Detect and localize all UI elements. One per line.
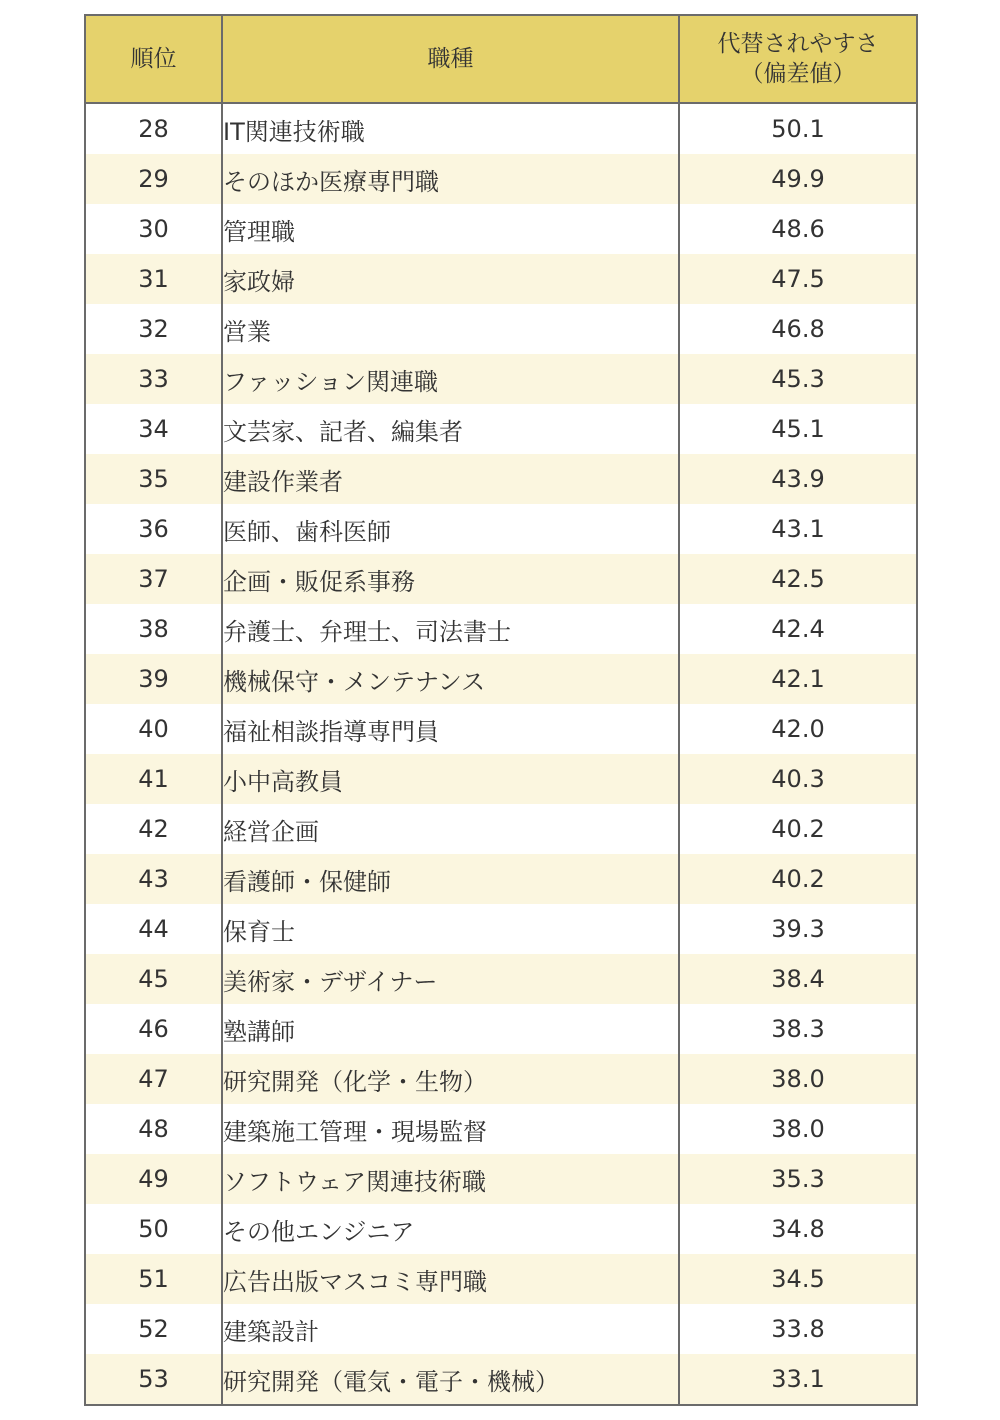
job-cell: 福祉相談指導専門員 bbox=[222, 704, 679, 754]
rank-cell: 36 bbox=[85, 504, 222, 554]
job-cell: 建築施工管理・現場監督 bbox=[222, 1104, 679, 1154]
score-cell: 38.0 bbox=[679, 1054, 917, 1104]
job-cell: ファッション関連職 bbox=[222, 354, 679, 404]
rank-cell: 38 bbox=[85, 604, 222, 654]
rank-cell: 46 bbox=[85, 1004, 222, 1054]
score-cell: 42.1 bbox=[679, 654, 917, 704]
header-score-line1: 代替されやすさ bbox=[717, 31, 879, 57]
job-cell: 営業 bbox=[222, 304, 679, 354]
score-cell: 49.9 bbox=[679, 154, 917, 204]
rank-cell: 44 bbox=[85, 904, 222, 954]
table-row bbox=[85, 1054, 917, 1104]
score-cell: 38.0 bbox=[679, 1104, 917, 1154]
rank-cell: 34 bbox=[85, 404, 222, 454]
job-cell: 管理職 bbox=[222, 204, 679, 254]
rank-cell: 40 bbox=[85, 704, 222, 754]
job-cell: 研究開発（電気・電子・機械） bbox=[222, 1354, 679, 1405]
job-cell: 研究開発（化学・生物） bbox=[222, 1054, 679, 1104]
rank-cell: 31 bbox=[85, 254, 222, 304]
table-row bbox=[85, 1204, 917, 1254]
table-row bbox=[85, 204, 917, 254]
table-row bbox=[85, 304, 917, 354]
job-cell: 弁護士、弁理士、司法書士 bbox=[222, 604, 679, 654]
rank-cell: 50 bbox=[85, 1204, 222, 1254]
header-score bbox=[679, 15, 917, 103]
score-cell: 35.3 bbox=[679, 1154, 917, 1204]
job-cell: そのほか医療専門職 bbox=[222, 154, 679, 204]
job-cell: 機械保守・メンテナンス bbox=[222, 654, 679, 704]
score-cell: 38.4 bbox=[679, 954, 917, 1004]
job-cell: 小中高教員 bbox=[222, 754, 679, 804]
job-cell: 塾講師 bbox=[222, 1004, 679, 1054]
job-cell: 広告出版マスコミ専門職 bbox=[222, 1254, 679, 1304]
table-row bbox=[85, 1304, 917, 1354]
table-row bbox=[85, 604, 917, 654]
table-row bbox=[85, 404, 917, 454]
score-cell: 40.3 bbox=[679, 754, 917, 804]
score-cell: 33.8 bbox=[679, 1304, 917, 1354]
table-row bbox=[85, 504, 917, 554]
table-row bbox=[85, 754, 917, 804]
rank-cell: 39 bbox=[85, 654, 222, 704]
table-body bbox=[85, 103, 917, 1405]
rank-cell: 37 bbox=[85, 554, 222, 604]
job-cell: 看護師・保健師 bbox=[222, 854, 679, 904]
table-row bbox=[85, 954, 917, 1004]
rank-cell: 29 bbox=[85, 154, 222, 204]
table-row bbox=[85, 1154, 917, 1204]
job-cell: 保育士 bbox=[222, 904, 679, 954]
header-job: 職種 bbox=[222, 15, 679, 103]
rank-cell: 48 bbox=[85, 1104, 222, 1154]
table-row bbox=[85, 154, 917, 204]
table-row bbox=[85, 804, 917, 854]
rank-cell: 42 bbox=[85, 804, 222, 854]
rank-cell: 43 bbox=[85, 854, 222, 904]
score-cell: 42.4 bbox=[679, 604, 917, 654]
rank-cell: 45 bbox=[85, 954, 222, 1004]
rank-cell: 41 bbox=[85, 754, 222, 804]
score-cell: 48.6 bbox=[679, 204, 917, 254]
job-cell: 医師、歯科医師 bbox=[222, 504, 679, 554]
rank-cell: 53 bbox=[85, 1354, 222, 1405]
score-cell: 45.1 bbox=[679, 404, 917, 454]
table-row bbox=[85, 354, 917, 404]
table-row bbox=[85, 704, 917, 754]
score-cell: 34.5 bbox=[679, 1254, 917, 1304]
rank-cell: 51 bbox=[85, 1254, 222, 1304]
job-cell: 文芸家、記者、編集者 bbox=[222, 404, 679, 454]
job-cell: ソフトウェア関連技術職 bbox=[222, 1154, 679, 1204]
score-cell: 39.3 bbox=[679, 904, 917, 954]
rank-cell: 35 bbox=[85, 454, 222, 504]
score-cell: 38.3 bbox=[679, 1004, 917, 1054]
score-cell: 40.2 bbox=[679, 854, 917, 904]
job-cell: 家政婦 bbox=[222, 254, 679, 304]
score-cell: 40.2 bbox=[679, 804, 917, 854]
score-cell: 42.5 bbox=[679, 554, 917, 604]
rank-cell: 32 bbox=[85, 304, 222, 354]
rank-cell: 47 bbox=[85, 1054, 222, 1104]
rank-cell: 52 bbox=[85, 1304, 222, 1354]
table-row bbox=[85, 1254, 917, 1304]
header-row bbox=[85, 15, 917, 103]
job-cell: その他エンジニア bbox=[222, 1204, 679, 1254]
score-cell: 47.5 bbox=[679, 254, 917, 304]
header-score-line2: （偏差値） bbox=[740, 61, 856, 87]
table-row bbox=[85, 454, 917, 504]
job-cell: IT関連技術職 bbox=[222, 103, 679, 154]
score-cell: 50.1 bbox=[679, 103, 917, 154]
score-cell: 33.1 bbox=[679, 1354, 917, 1405]
job-cell: 経営企画 bbox=[222, 804, 679, 854]
rank-cell: 30 bbox=[85, 204, 222, 254]
job-cell: 企画・販促系事務 bbox=[222, 554, 679, 604]
rank-cell: 49 bbox=[85, 1154, 222, 1204]
table-row bbox=[85, 103, 917, 154]
table-row bbox=[85, 854, 917, 904]
table-header bbox=[85, 15, 917, 103]
rank-cell: 33 bbox=[85, 354, 222, 404]
score-cell: 43.9 bbox=[679, 454, 917, 504]
table-row bbox=[85, 1104, 917, 1154]
job-cell: 建設作業者 bbox=[222, 454, 679, 504]
job-cell: 建築設計 bbox=[222, 1304, 679, 1354]
score-cell: 45.3 bbox=[679, 354, 917, 404]
job-cell: 美術家・デザイナー bbox=[222, 954, 679, 1004]
rank-cell: 28 bbox=[85, 103, 222, 154]
score-cell: 42.0 bbox=[679, 704, 917, 754]
score-cell: 46.8 bbox=[679, 304, 917, 354]
table-row bbox=[85, 554, 917, 604]
ranking-table bbox=[84, 14, 918, 1406]
table-row bbox=[85, 904, 917, 954]
score-cell: 34.8 bbox=[679, 1204, 917, 1254]
table-row bbox=[85, 654, 917, 704]
table-row bbox=[85, 254, 917, 304]
table-row bbox=[85, 1004, 917, 1054]
header-rank: 順位 bbox=[85, 15, 222, 103]
score-cell: 43.1 bbox=[679, 504, 917, 554]
table-row bbox=[85, 1354, 917, 1405]
